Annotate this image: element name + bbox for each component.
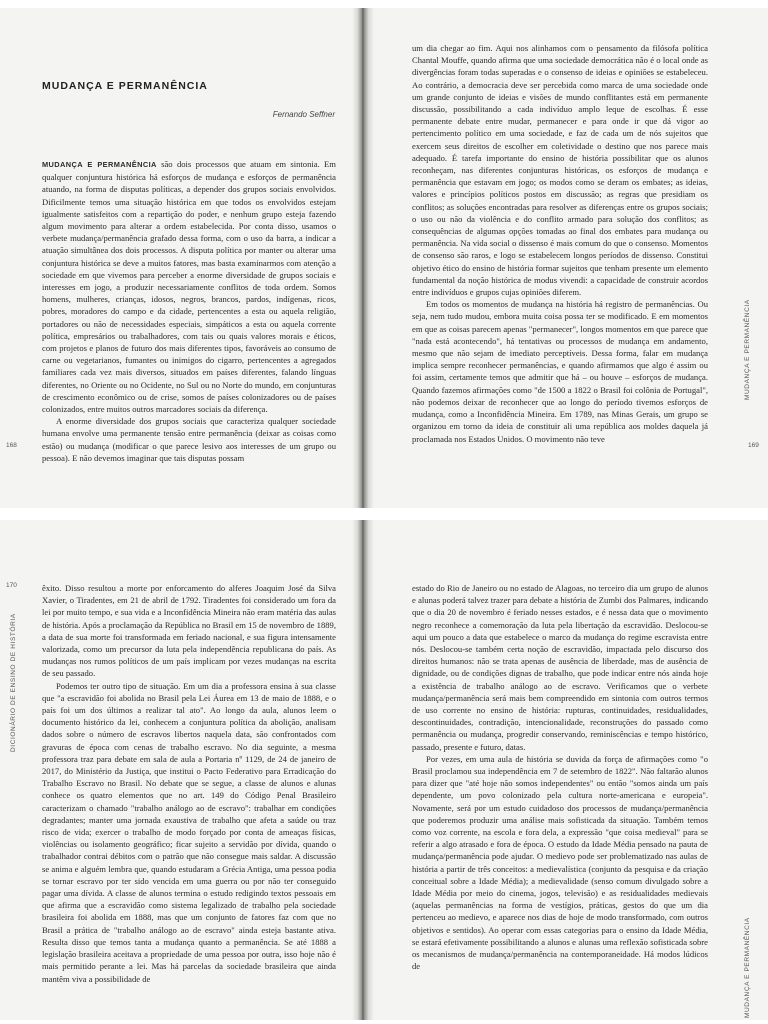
- paragraph: Podemos ter outro tipo de situação. Em um dia a professora ensina à sua classe que "a escravidão foi abolida no Brasil pela Lei Áurea em 13 de maio de 1888, e o país foi um dos últimos a realizar tal ato". Ao longo da aula, alunos leem o documento histórico da lei, conhecem a conjuntura política da abolição, analisam dados sobre o número de escravos libertos naquela data, são confrontados com gravuras de época com cenas de trabalho escravo. No dia seguinte, a mesma professora traz para debate em sala de aula a Portaria nº 1129, de 24 de janeiro de 2017, do Ministério da Justiça, que institui o Pacto Federativo para Erradicação do Trabalho Escravo no Brasil. No debate que se segue, a classe de alunos e alunas conhece os quatro elementos que no art. 149 do Código Penal Brasileiro caracterizam o chamado "trabalho análogo ao de escravo": trabalhar em condições degradantes; manter uma jornada exaustiva de trabalho que afeta a saúde ou traz risco de vida; exercer o trabalho de modo forçado por conta de ameaças físicas, violências ou isolamento geográfico; ficar sujeito a servidão por dívida, quando o trabalhador contrai débitos com o patrão que não consegue mais saldar. A discussão se anima e alguém lembra que, quando estudaram a Grécia Antiga, uma pessoa podia se tornar escravo por ter sido vencida em uma guerra ou por não ter conseguido pagar uma dívida. A classe de alunos termina o estudo redigindo textos pessoais em que afirma que a escravidão como sistema legalizado de trabalho pela sociedade brasileira foi abolida em 1888, mas que um conjunto de fatores faz com que no Brasil a prática de "trabalho análogo ao de escravo" ainda esteja bastante ativa. Resulta disso que temos tanta a mudança quanto a permanência. Se até 1888 a legislação brasileira aceitava a propriedade de uma pessoa por outra, isso hoje não é mais permitido perante a lei. Mas há parcelas da sociedade brasileira que ainda mantêm viva a possibilidade de: [42, 680, 336, 984]
- page-171-text: [412, 582, 708, 1018]
- paragraph: A enorme diversidade dos grupos sociais que caracteriza qualquer sociedade humana envolve uma permanente tensão entre permanência (deixar as coisas como estão) ou mudança (modificar o que parece lesivo aos interesses de um grupo ou pessoa). E não devemos imaginar que tais disputas possam: [42, 416, 336, 463]
- book-gutter: [352, 8, 374, 508]
- page-number: 169: [748, 442, 759, 449]
- page-169-text: [412, 42, 708, 454]
- paragraph: estado do Rio de Janeiro ou no estado de Alagoas, no terceiro dia um grupo de alunos e alunas poderá talvez trazer para debate a história de Zumbi dos Palmares, indicando que o dia 20 de novembro é feriado nesses estados, e é nessa data que o movimento negro reconhece a comemoração da luta pela libertação da escravidão. Deslocou-se aqui um pouco a data que estabelece o marco da mudança do regime escravista entre nós. Deslocou-se também certa noção de escravidão, impactada pelo discurso dos direitos humanos: não se trata apenas de ausência de liberdade, mas de ausência de dignidade, ou de condições dignas de trabalho, que pode indicar entre nós ainda hoje a existência de trabalho análogo ao de escravo. Verificamos que o verbete mudança/permanência será mais bem compreendido em sintonia com outros termos de uso corrente no ensino de história: rupturas, continuidades, residualidades, descontinuidades, contradição, intencionalidade, reconstruções do passado como permanência ou mudança, progredir conservando, reminiscências e tempo histórico, passado, presente e futuro, datas.: [412, 583, 708, 752]
- paragraph: [42, 158, 336, 415]
- running-head: MUDANÇA E PERMANÊNCIA: [744, 299, 751, 400]
- page-number: 170: [6, 582, 17, 589]
- page-168-text: [42, 158, 336, 463]
- book-spread-top: [0, 8, 768, 508]
- paragraph-text: são dois processos que atuam em sintonia. Em qualquer conjuntura histórica há esforços de mudança e esforços de permanência atuando, na forma de disputas políticas, a depender dos grupos sociais envolvidos. Dificilmente temos uma situação histórica em que todos os envolvidos estejam igualmente satisfeitos com a repartição do poder, e nenhum grupo esteja fazendo algum movimento para alterar a ordem estabelecida. Por conta disso, usamos o verbete mudança/permanência grafado dessa forma, com o uso da barra, a indicar a atuação simultânea dos dois processos. A disputa política por manter ou alterar uma conjuntura histórica se deve a muitos fatores, mas basta examinarmos com atenção a sociedade em que vivemos para perceber a enorme diversidade de grupos sociais e interesses em jogo, a produzir necessariamente conflitos de toda ordem. Somos homens, mulheres, crianças, idosos, negros, brancos, pardos, indígenas, ricos, pobres, moradores do campo e da cidade, pertencentes a esta ou aquela religião, portadores ou não de necessidades especiais, simpáticos a esta ou aquela corrente política, empresários ou trabalhadores, com tais ou quais valores morais e éticos, com projetos e planos de futuro dos mais diferentes tipos, favoráveis ao consumo de carne ou vegetarianos, fumantes ou inimigos do cigarro, pertencentes a agregados familiares cada vez mais diversos, situados em países diferentes, falando línguas diferentes, no Oriente ou no Ocidente, no Sul ou no Norte do mundo, em conjunturas de crescimento econômico ou de crise, somos de países colonizadores ou de países colonizados, entre muitos outros marcadores sociais da diferença.: [42, 159, 336, 415]
- paragraph: Em todos os momentos de mudança na história há registro de permanências. Ou seja, nem tudo mudou, embora muita coisa possa ter se modificado. E em momentos em que as coisas parecem apenas "permanecer", longos momentos em que parece que "nada está acontecendo", há tentativas ou processos de mudança em andamento, mesmo que não sejam de imediato perceptíveis. Dessa forma, falar em mudança implica sempre reconhecer permanências, e quando afirmamos que algo é assim ou foi assim, certamente temos que admitir que há – ou houve – esforços de mudança. Quando fazemos afirmações como "de 1500 a 1822 o Brasil foi colônia de Portugal", não podemos deixar de reconhecer que ao longo do período tivemos esforços de mudança, como a Inconfidência Mineira. Em 1789, nas Minas Gerais, um grupo se organizou em torno da ideia de constituir ali uma república aos moldes daquela já proclamada nos Estados Unidos. O movimento não teve: [412, 299, 708, 444]
- running-head: DICIONÁRIO DE ENSINO DE HISTÓRIA: [10, 613, 17, 752]
- book-gutter: [352, 520, 374, 1020]
- paragraph: Por vezes, em uma aula de história se duvida da força de afirmações como "o Brasil proclamou sua independência em 7 de setembro de 1822". Não faltarão alunos para dizer que "até hoje não somos independentes" ou então "somos ainda um país dependente, um povo colonizado pela cultura norte-americana e europeia". Novamente, será por um estudo cuidadoso dos processos de mudança/permanência que poderemos produzir uma análise mais sofisticada da situação. Também temos como voz corrente, na escola e fora dela, a expressão "que coisa medieval" para se referir a algo atrasado e fora de época. O estudo da Idade Média pensado na pauta de mudança/permanência pode ajudar. O medievo pode ser problematizado nas aulas de história a partir de três conceitos: a medievalística (conjunto da pesquisa e da criação conceitual sobre a Idade Média); a medievalidade (senso comum divulgado sobre a Idade Média por meio do cinema, jogos, televisão) e as residualidades medievais (aquelas permanências na forma de vestígios, práticas, gestos do que um dia pertenceu ao medievo, e aparece nos dias de hoje de modo transformado, com outros objetivos e sentidos). Ao operar com essas categorias para o ensino da Idade Média, se estará efetivamente possibilitando a alunos e alunas uma reflexão sofisticada sobre os mecanismos de mudança/permanência na contemporaneidade. Há modos lúdicos de: [412, 753, 708, 972]
- page-170-text: [42, 582, 336, 1018]
- entry-title: MUDANÇA E PERMANÊNCIA: [42, 80, 208, 92]
- lead-term: MUDANÇA E PERMANÊNCIA: [42, 160, 157, 169]
- entry-author: Fernando Seffner: [272, 110, 335, 119]
- paragraph: êxito. Disso resultou a morte por enforcamento do alferes Joaquim José da Silva Xavier, o Tiradentes, em 21 de abril de 1792. Tiradentes foi considerado um fora da lei por muito tempo, e sua vida e a Inconfidência Mineira não eram matéria das aulas de história. Após a proclamação da República no Brasil em 15 de novembro de 1889, a data de sua morte foi transformada em feriado nacional, e sua figura intensamente valorizada, como um precursor da luta pela independência republicana do país. As mudanças nos rumos políticos de um país implicam por vezes mudanças na escrita de seu passado.: [42, 583, 336, 679]
- paragraph: um dia chegar ao fim. Aqui nos alinhamos com o pensamento da filósofa política Chantal Mouffe, quando afirma que uma sociedade democrática não é o local onde as divergências foram todas superadas e o consenso de ideias e opiniões se estabeleceu. Ao contrário, a democracia deve ser percebida como marca de uma sociedade onde um grande conjunto de ideias e visões de mundo conflitantes está em permanente discussão, possibilitando a cada indivíduo amplo leque de escolhas. É esse permanente debate entre mudar, permanecer e para onde ir que dá vigor ao pertencimento político em uma sociedade, e faz de cada um de nós sujeitos que exercem seus direitos de escolher em coletividade o destino que nos parece mais adequado. É tarefa importante do ensino de história possibilitar que os alunos reconheçam, nas diferentes conjunturas históricas, os esforços de mudança e permanência que estavam em jogo; os modos como se deram os embates; as ideias, valores e princípios políticos postos em discussão; as regras que presidiam os conflitos; as soluções encontradas para resolver as diferenças entre os grupos sociais; o uso ou não da violência e do conflito armado para solução dos conflitos; as consequências de algumas opções tomadas ao final dos embates para mudança ou permanência. Na vida social o dissenso é mais comum do que o consenso. Momentos de consenso são raros, e logo se estabelecem longos períodos de dissenso. Constitui objetivo ético do ensino de história formar sujeitos que tenham presente um elemento fundamental da noção histórica de modus vivendi: a capacidade de construir acordos entre indivíduos e grupos cujas opiniões diferem.: [412, 43, 708, 298]
- running-head: MUDANÇA E PERMANÊNCIA: [744, 917, 751, 1018]
- book-spread-bottom: [0, 520, 768, 1020]
- page-number: 168: [6, 442, 17, 449]
